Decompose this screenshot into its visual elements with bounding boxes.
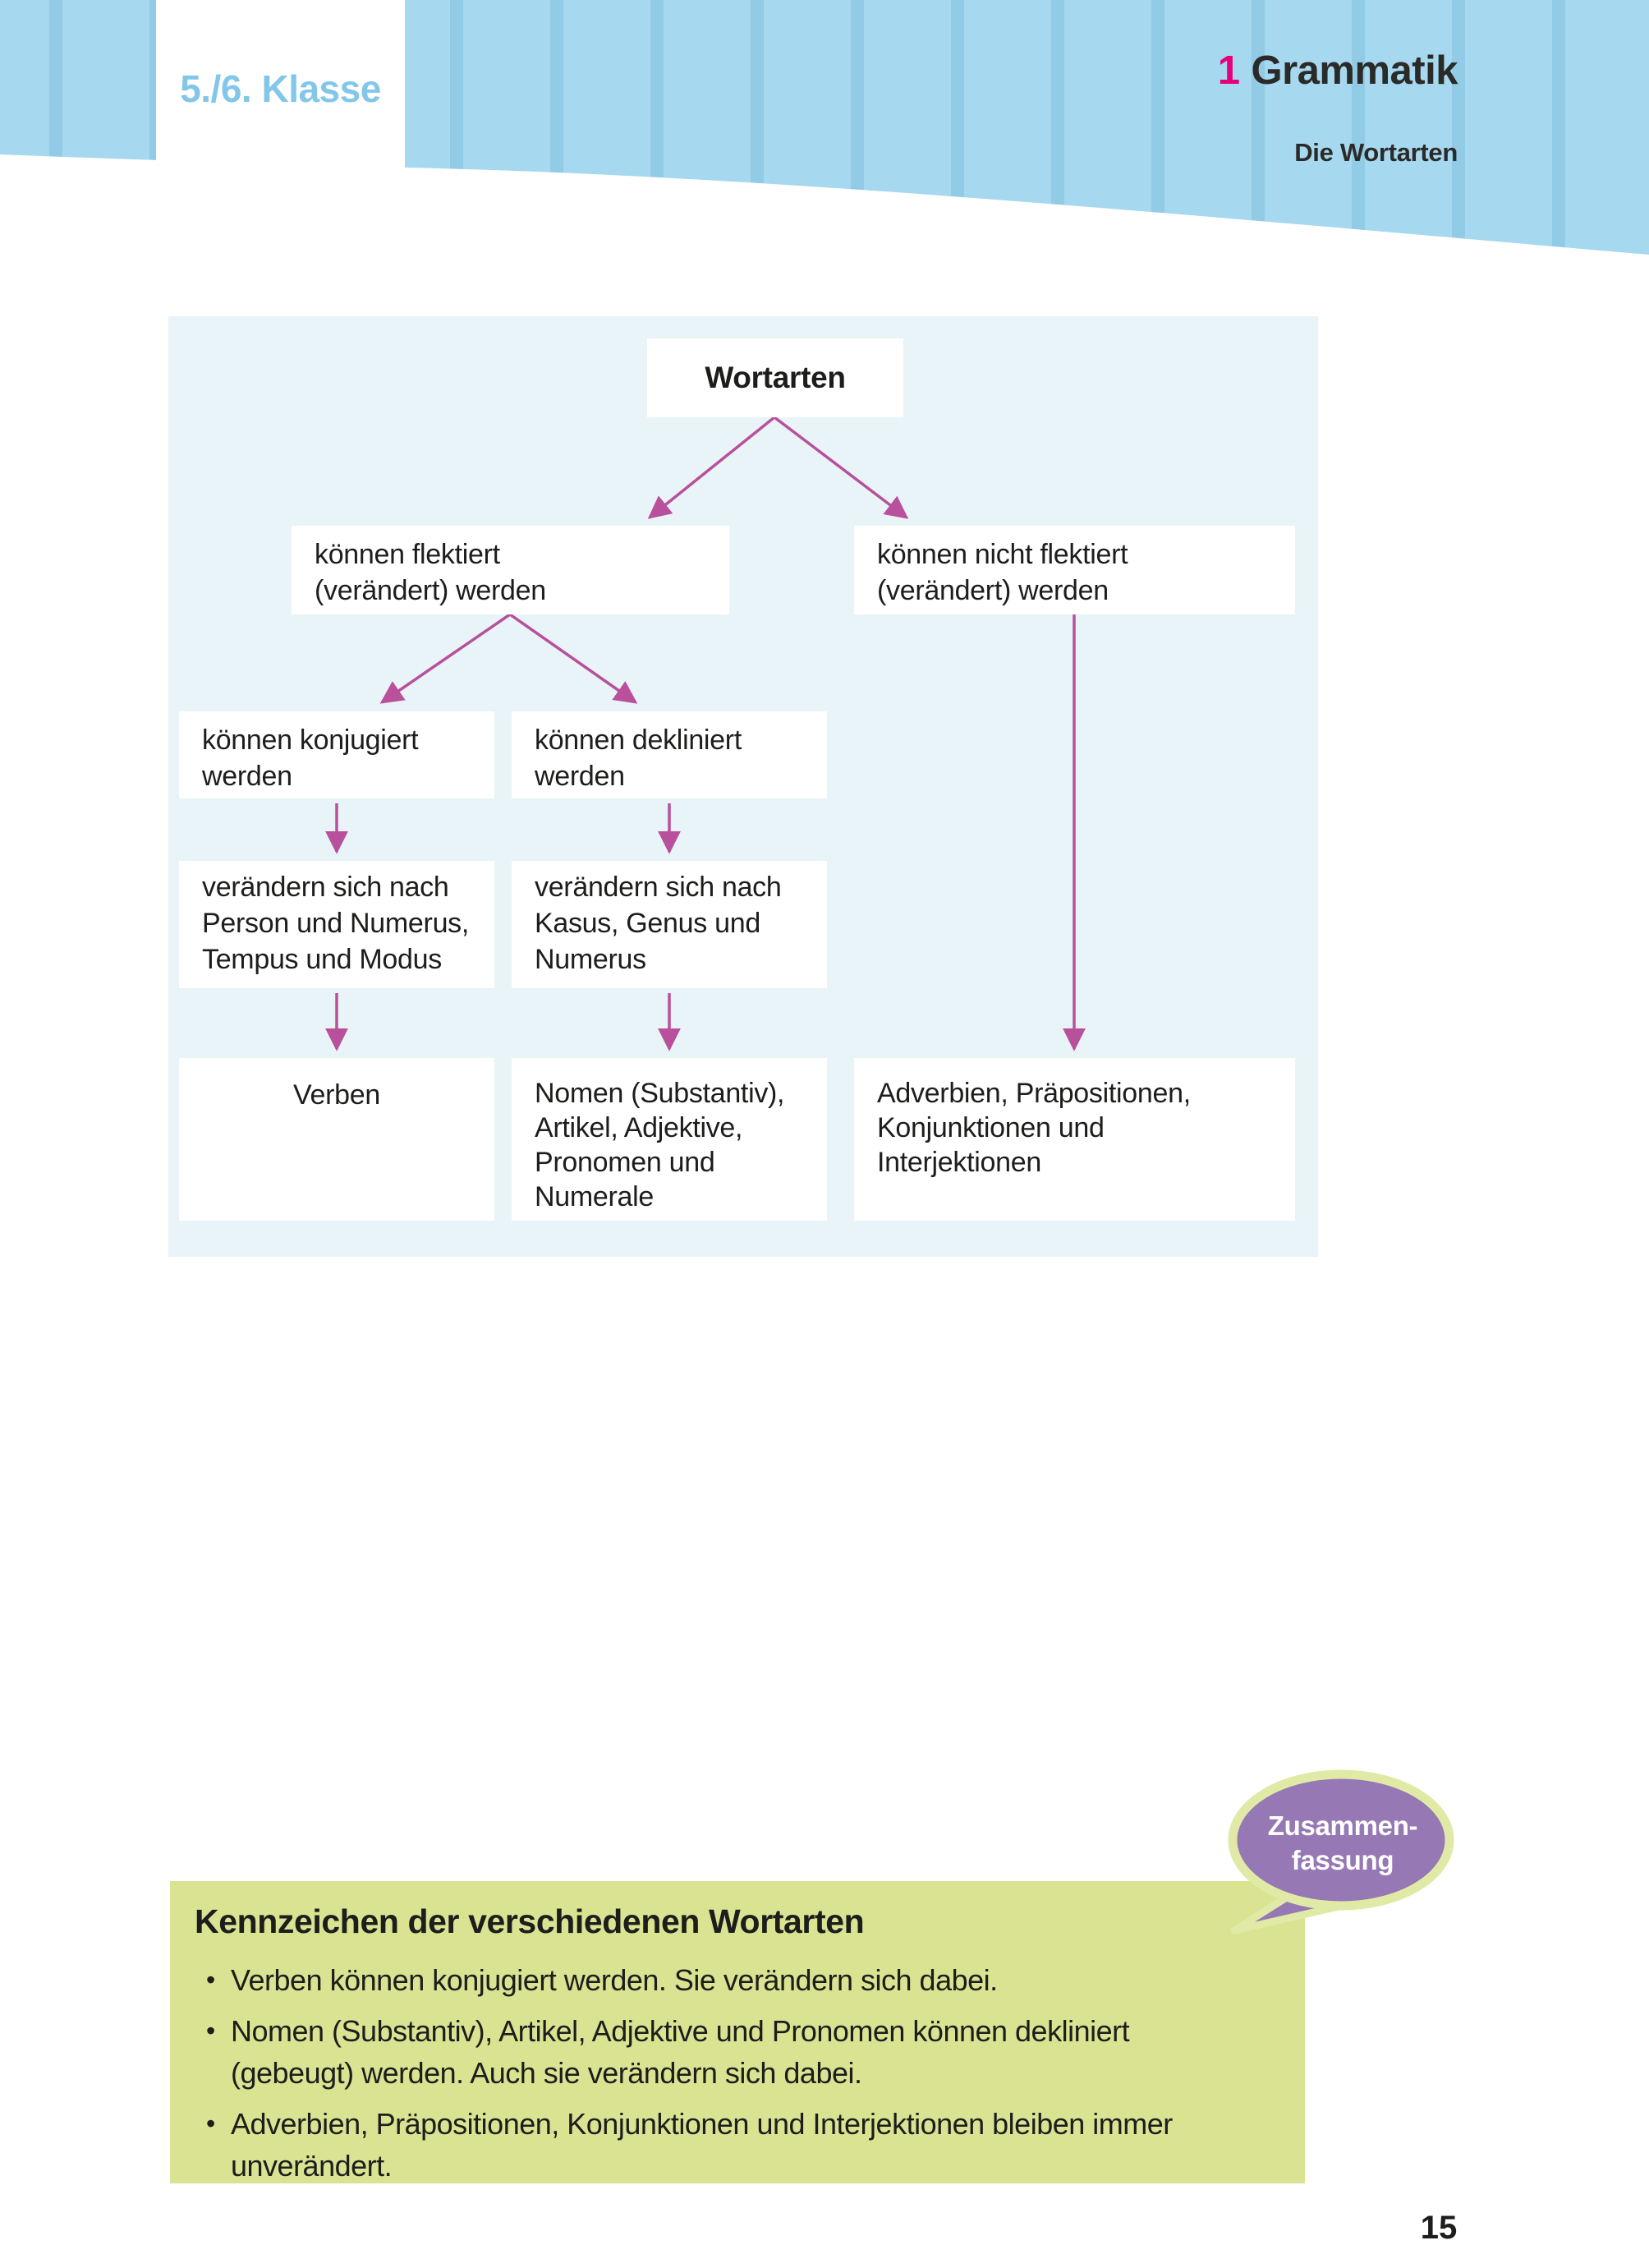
bullet-text <box>231 2010 1129 2094</box>
summary-bullet <box>195 1959 1272 2001</box>
flow-node-dekliniert-detail <box>512 861 827 988</box>
flow-node-line: Verben <box>293 1079 380 1111</box>
bullet-line: Nomen (Substantiv), Artikel, Adjektive und Pronomen können dekliniert <box>231 2014 1130 2048</box>
flow-node-line: verändern sich nach <box>535 872 782 903</box>
flow-node-unveraenderlich <box>854 1058 1295 1221</box>
bubble-line: Zusammen- <box>1267 1810 1418 1841</box>
bullet-line: (gebeugt) werden. Auch sie verändern sich dabei. <box>231 2056 862 2090</box>
flow-node-line: können konjugiert <box>202 725 419 756</box>
flow-node-line: (verändert) werden <box>315 575 546 606</box>
flow-node-wortarten <box>647 338 903 417</box>
flow-node-line: können nicht flektiert <box>877 539 1128 570</box>
flow-node-konjugiert <box>179 711 494 798</box>
bubble-line: fassung <box>1291 1845 1394 1875</box>
flow-node-line: können dekliniert <box>535 725 742 756</box>
flow-node-line: werden <box>535 761 625 792</box>
bullet-line: unverändert. <box>231 2149 393 2183</box>
flow-node-label: Wortarten <box>705 361 846 394</box>
arrow-flektiert-to-konjugiert <box>382 614 510 702</box>
chapter-heading <box>1218 48 1458 94</box>
bullet-text <box>231 1959 998 2001</box>
summary-bullet <box>195 2010 1272 2094</box>
section-title: Die Wortarten <box>1294 138 1458 167</box>
grade-label: 5./6. Klasse <box>180 67 381 110</box>
bullet-text <box>231 2103 1173 2187</box>
chapter-title: Grammatik <box>1251 48 1458 93</box>
flow-node-line: können flektiert <box>315 539 500 570</box>
flow-node-flektiert <box>292 526 729 614</box>
page-number: 15 <box>1420 2210 1458 2246</box>
flow-node-line: werden <box>202 761 292 792</box>
summary-bullet <box>195 2103 1272 2187</box>
flow-node-line: (verändert) werden <box>877 575 1109 606</box>
flow-node-konjugiert-detail <box>179 861 494 988</box>
flow-node-line: Konjunktionen und <box>877 1112 1105 1143</box>
arrow-root-to-flektiert <box>650 417 774 518</box>
flow-node-line: Tempus und Modus <box>202 944 442 975</box>
grade-label-box <box>156 0 405 212</box>
bullet-line: Adverbien, Präpositionen, Konjunktionen und Interjektionen bleiben immer <box>231 2107 1173 2141</box>
bullet-line: Verben können konjugiert werden. Sie verändern sich dabei. <box>231 1963 998 1997</box>
summary-box <box>170 1881 1305 2183</box>
chapter-number: 1 <box>1217 48 1240 93</box>
flow-node-dekliniert <box>512 711 827 798</box>
flow-node-nicht-flektiert <box>854 526 1295 614</box>
flow-node-line: Nomen (Substantiv), <box>535 1078 785 1109</box>
wortarten-flowchart <box>168 316 1318 1257</box>
flow-node-line: Numerale <box>535 1181 654 1212</box>
arrow-root-to-nicht-flektiert <box>774 417 907 518</box>
flow-node-line: Artikel, Adjektive, <box>535 1112 743 1143</box>
flow-node-line: Numerus <box>535 944 646 975</box>
bullet-dot-icon: • <box>206 2109 215 2138</box>
flow-node-line: verändern sich nach <box>202 872 449 903</box>
bullet-dot-icon: • <box>206 2016 215 2045</box>
flow-node-line: Adverbien, Präpositionen, <box>877 1078 1191 1109</box>
arrow-flektiert-to-dekliniert <box>510 614 636 702</box>
flow-node-line: Interjektionen <box>877 1147 1041 1178</box>
summary-title: Kennzeichen der verschiedenen Wortarten <box>195 1902 865 1940</box>
flow-node-nomen <box>512 1058 827 1221</box>
flow-node-line: Kasus, Genus und <box>535 908 760 939</box>
bullet-dot-icon: • <box>206 1965 215 1994</box>
flow-node-line: Pronomen und <box>535 1147 715 1178</box>
flow-node-line: Person und Numerus, <box>202 908 470 939</box>
flow-node-verben <box>179 1058 494 1221</box>
bubble-label <box>1240 1797 1445 1889</box>
